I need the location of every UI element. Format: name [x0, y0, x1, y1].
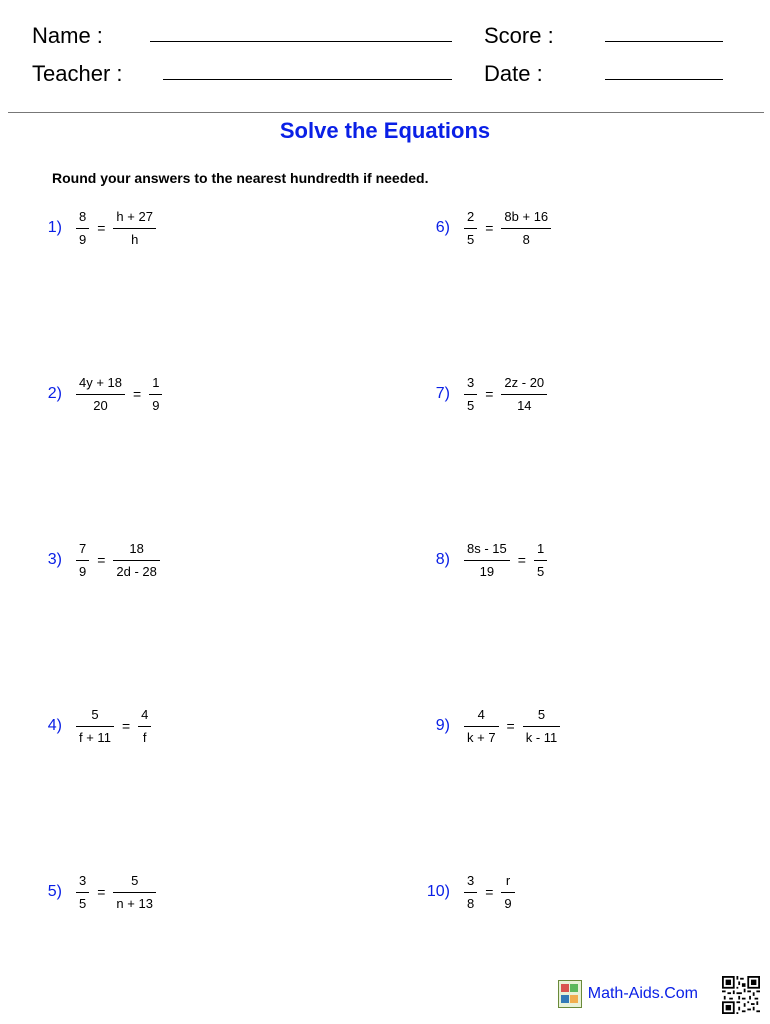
fraction-bar — [76, 892, 89, 893]
denominator: 9 — [152, 397, 160, 413]
fraction-bar — [76, 560, 89, 561]
fraction-right — [113, 209, 156, 248]
denominator: 9 — [504, 895, 512, 911]
problem-number: 4) — [47, 717, 62, 734]
fraction-bar — [76, 726, 114, 727]
denominator: 2d - 28 — [116, 563, 157, 579]
numerator: 5 — [131, 872, 139, 888]
instructions-text: Round your answers to the nearest hundredth if needed. — [52, 170, 429, 186]
numerator: 5 — [91, 706, 99, 722]
problem-number: 8) — [435, 551, 450, 568]
teacher-line[interactable] — [163, 79, 452, 80]
equals-sign: = — [517, 552, 526, 568]
problem-10 — [410, 862, 515, 922]
problem-8 — [410, 530, 547, 590]
numerator: 3 — [467, 374, 475, 390]
denominator: 8 — [522, 231, 530, 247]
denominator: 14 — [517, 397, 532, 413]
numerator: 4y + 18 — [79, 374, 123, 390]
fraction-bar — [464, 394, 477, 395]
numerator: 4 — [477, 706, 485, 722]
fraction-bar — [138, 726, 151, 727]
name-label: Name : — [32, 23, 103, 48]
denominator: 8 — [467, 895, 475, 911]
equals-sign: = — [97, 220, 106, 236]
problem-4 — [22, 696, 151, 756]
fraction-left — [464, 375, 477, 414]
denominator: k - 11 — [525, 729, 558, 745]
problem-1 — [22, 198, 156, 258]
fraction-right — [113, 541, 159, 580]
brand-text: Math-Aids.Com — [587, 985, 698, 1002]
fraction-bar — [76, 228, 89, 229]
fraction-bar — [464, 560, 510, 561]
fraction-left — [76, 209, 89, 248]
fraction-left — [76, 873, 89, 912]
header-divider — [8, 112, 764, 113]
numerator: 3 — [467, 872, 475, 888]
denominator: 19 — [479, 563, 495, 579]
problem-6 — [410, 198, 551, 258]
problem-7 — [410, 364, 547, 424]
fraction-left — [464, 873, 477, 912]
equals-sign: = — [485, 884, 494, 900]
numerator: h + 27 — [116, 208, 153, 224]
fraction-bar — [534, 560, 547, 561]
equals-sign: = — [97, 552, 106, 568]
equals-sign: = — [133, 386, 142, 402]
date-line[interactable] — [605, 79, 723, 80]
problem-number: 9) — [435, 717, 450, 734]
fraction-left — [76, 707, 114, 746]
problem-3 — [22, 530, 160, 590]
fraction-right — [523, 707, 561, 746]
equals-sign: = — [485, 386, 494, 402]
numerator: 5 — [537, 706, 546, 722]
date-label: Date : — [484, 61, 543, 86]
score-label: Score : — [484, 23, 554, 48]
fraction-bar — [149, 394, 162, 395]
fraction-right — [501, 873, 514, 912]
denominator: 5 — [467, 397, 475, 413]
numerator: r — [505, 872, 511, 888]
numerator: 1 — [536, 540, 545, 556]
fraction-bar — [464, 726, 499, 727]
problem-2 — [22, 364, 162, 424]
fraction-bar — [113, 892, 156, 893]
equals-sign: = — [121, 718, 131, 734]
numerator: 3 — [79, 872, 87, 888]
denominator: 9 — [79, 231, 87, 247]
denominator: h — [131, 231, 139, 247]
fraction-right — [138, 707, 151, 746]
numerator: 8s - 15 — [467, 540, 507, 556]
footer-brand — [558, 980, 698, 1008]
problem-number: 10) — [426, 883, 450, 900]
fraction-right — [501, 375, 547, 414]
denominator: 5 — [79, 895, 87, 911]
fraction-left — [76, 375, 125, 414]
calculator-icon — [558, 980, 582, 1008]
fraction-left — [76, 541, 89, 580]
problem-9 — [410, 696, 560, 756]
equals-sign: = — [485, 220, 494, 236]
denominator: f — [142, 729, 147, 745]
numerator: 8b + 16 — [504, 208, 549, 224]
score-line[interactable] — [605, 41, 723, 42]
numerator: 7 — [79, 540, 87, 556]
problem-5 — [22, 862, 156, 922]
fraction-left — [464, 707, 499, 746]
fraction-bar — [76, 394, 125, 395]
numerator: 1 — [152, 374, 160, 390]
equals-sign: = — [97, 884, 106, 900]
fraction-bar — [464, 228, 477, 229]
fraction-right — [534, 541, 547, 580]
problem-number: 1) — [47, 219, 62, 236]
numerator: 2 — [467, 208, 475, 224]
denominator: f + 11 — [79, 729, 111, 745]
fraction-bar — [501, 892, 514, 893]
denominator: 5 — [467, 231, 475, 247]
numerator: 2z - 20 — [504, 374, 545, 390]
fraction-bar — [113, 228, 156, 229]
denominator: 9 — [79, 563, 87, 579]
teacher-label: Teacher : — [32, 61, 123, 86]
numerator: 8 — [79, 208, 87, 224]
numerator: 18 — [129, 540, 144, 556]
page-title: Solve the Equations — [279, 118, 491, 143]
problem-number: 6) — [435, 219, 450, 236]
problem-number: 3) — [47, 551, 62, 568]
denominator: 5 — [536, 563, 545, 579]
fraction-right — [113, 873, 156, 912]
problem-number: 5) — [47, 883, 62, 900]
fraction-bar — [501, 394, 547, 395]
name-line[interactable] — [150, 41, 452, 42]
fraction-right — [149, 375, 162, 414]
fraction-right — [501, 209, 551, 248]
denominator: 20 — [93, 397, 108, 413]
fraction-bar — [464, 892, 477, 893]
qr-code-icon — [722, 976, 760, 1014]
equals-sign: = — [506, 718, 515, 734]
denominator: k + 7 — [467, 729, 496, 745]
fraction-bar — [523, 726, 561, 727]
problem-number: 2) — [47, 385, 62, 402]
denominator: n + 13 — [116, 895, 153, 911]
fraction-left — [464, 209, 477, 248]
numerator: 4 — [141, 706, 149, 722]
problem-number: 7) — [435, 385, 450, 402]
fraction-bar — [113, 560, 159, 561]
fraction-bar — [501, 228, 551, 229]
fraction-left — [464, 541, 510, 580]
